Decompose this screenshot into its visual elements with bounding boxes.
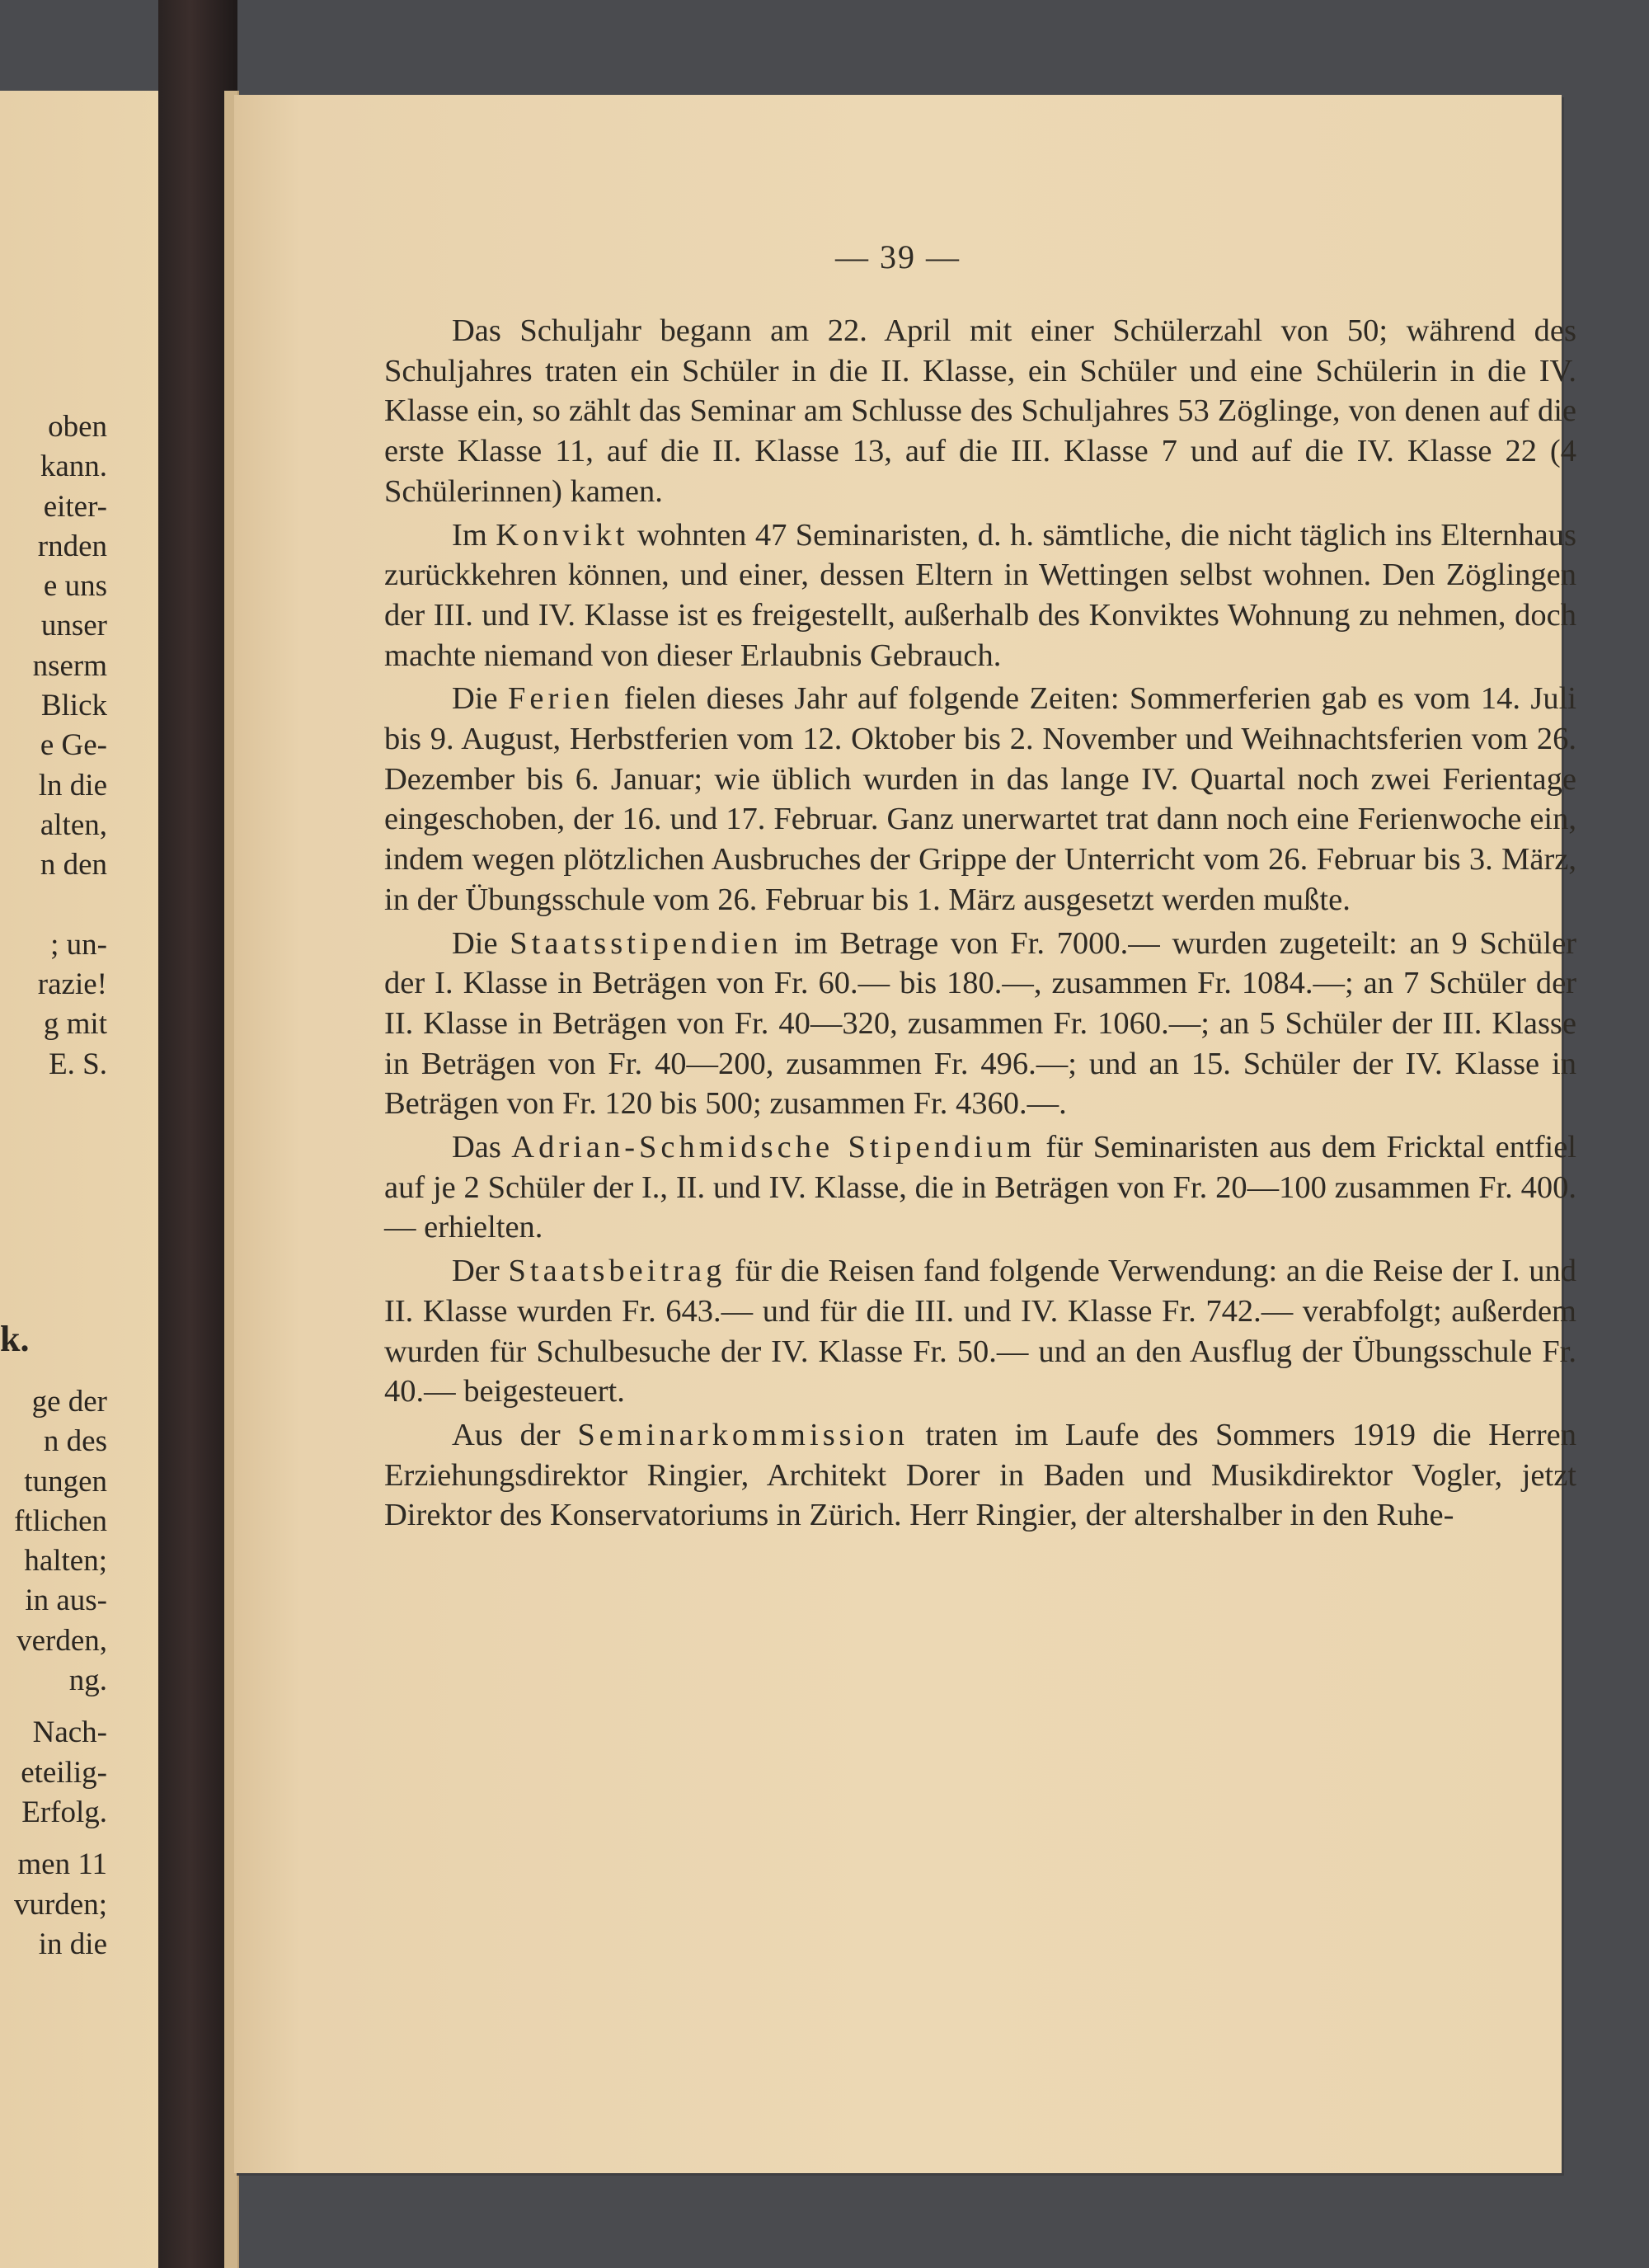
spaced-term: Ferien [508, 681, 614, 717]
facing-line: in die [38, 1927, 107, 1961]
spaced-term: Seminarkommission [577, 1417, 909, 1452]
paragraph-staatsstipendien: Die Staatsstipendien im Betrage von Fr. 7000.— wurden zugeteilt: an 9 Schüler der I. Klasse in Beträgen von Fr. 60.— bis 180.—, zusammen Fr. 1084.—; an 7 Schüler der II. Klasse in Beträgen von Fr. 40—320, zusammen Fr. 1060.—; an 5 Schüler der III. Klasse in Beträgen von Fr. 40—200, zusammen Fr. 496.—; und an 15. Schüler der IV. Klasse in Beträgen von Fr. 120 bis 500; zusammen Fr. 4360.—. [384, 925, 1577, 1122]
facing-line: Nach- [32, 1715, 107, 1750]
facing-line: ng. [68, 1663, 107, 1698]
facing-line: ; un- [50, 927, 107, 962]
spaced-term: Adrian-Schmidsche Stipendium [511, 1130, 1036, 1165]
facing-line: verden, [16, 1623, 107, 1658]
facing-line: E. S. [49, 1047, 107, 1081]
facing-line: eiter- [43, 489, 107, 524]
facing-line: tungen [24, 1464, 107, 1499]
facing-line: g mit [43, 1007, 107, 1042]
paragraph-adrian-schmid: Das Adrian-Schmidsche Stipendium für Seminaristen aus dem Fricktal entfiel auf je 2 Schüler der I., II. und IV. Klasse, die in Beträgen von Fr. 20—100 zusammen Fr. 400.— erhielten. [384, 1130, 1576, 1245]
facing-line: in aus- [25, 1583, 107, 1618]
paragraph-seminarkommission: Aus der Seminarkommission traten im Laufe des Sommers 1919 die Herren Erziehungsdirektor Ringier, Architekt Dorer in Baden und Musikdirektor Vogler, jetzt Direktor des Konservatoriums in Zürich. Herr Ringier, der altershalber in den Ruhe- [384, 1417, 1577, 1533]
facing-line: vurden; [13, 1887, 107, 1922]
page-number: — 39 — [835, 238, 961, 275]
paragraph-enrollment: Das Schuljahr begann am 22. April mit einer Schülerzahl von 50; während des Schuljahres traten ein Schüler in die II. Klasse, ein Schüler und eine Schülerin in die IV. Klasse ein, so zählt das Seminar am Schlusse des Schuljahres 53 Zöglinge, von denen auf die erste Klasse 11, auf die II. Klasse 13, auf die III. Klasse 7 und auf die IV. Klasse 22 (4 Schülerinnen) kamen. [384, 313, 1576, 509]
facing-line: eteilig- [21, 1755, 107, 1790]
facing-heading-fragment: k. [0, 1319, 30, 1359]
facing-line: kann. [40, 449, 107, 484]
paragraph-staatsbeitrag: Der Staatsbeitrag für die Reisen fand folgende Verwendung: an die Reise der I. und II. Klasse wurden Fr. 643.— und für die III. und IV. Klasse Fr. 742.— verabfolgt; außerdem wurden für Schulbesuche der IV. Klasse Fr. 50.— und an den Ausflug der Übungsschule Fr. 40.— beigesteuert. [384, 1254, 1576, 1409]
facing-line: n des [43, 1424, 107, 1459]
facing-page-text-top [0, 407, 107, 1085]
facing-line: unser [40, 609, 107, 643]
facing-line: halten; [24, 1544, 107, 1579]
facing-line: n den [40, 848, 107, 882]
facing-line: oben [48, 410, 107, 444]
facing-line: e uns [43, 569, 107, 604]
facing-page-text-bottom [0, 1382, 107, 1965]
facing-line: men 11 [17, 1847, 107, 1882]
main-page [234, 95, 1577, 2173]
page-body [384, 311, 1576, 1539]
paragraph-ferien: Die Ferien fielen dieses Jahr auf folgende Zeiten: Sommerferien gab es vom 14. Juli bis 9. August, Herbstferien vom 12. Oktober bis 2. November und Weihnachtsferien vom 26. Dezember bis 6. Januar; wie üblich wurden in das lange IV. Quartal noch zwei Ferientage eingeschoben, der 16. und 17. Februar. Ganz unerwartet trat dann noch eine Ferienwoche ein, indem wegen plötzlichen Ausbruches der Grippe der Unterricht vom 26. Februar bis 3. März, in der Übungsschule vom 26. Februar bis 1. März ausgesetzt werden mußte. [384, 681, 1577, 917]
facing-line: Erfolg. [21, 1795, 107, 1829]
spaced-term: Staatsbeitrag [508, 1254, 726, 1289]
facing-line: nserm [32, 648, 107, 683]
paragraph-konvikt: Im Konvikt wohnten 47 Seminaristen, d. h. sämtliche, die nicht täglich ins Elternhaus zurückkehren können, und einer, dessen Eltern in Wettingen selbst wohnen. Den Zöglingen der III. und IV. Klasse ist es freigestellt, außerhalb des Konviktes Wohnung zu nehmen, doch machte niemand von dieser Erlaubnis Gebrauch. [384, 517, 1576, 673]
facing-line: ln die [38, 768, 107, 802]
facing-line: razie! [37, 967, 107, 1002]
facing-line: ftlichen [13, 1503, 107, 1538]
facing-line: e Ge- [40, 728, 107, 763]
spaced-term: Staatsstipendien [510, 925, 782, 961]
facing-line: ge der [31, 1385, 107, 1419]
facing-line: alten, [40, 807, 107, 842]
spaced-term: Konvikt [496, 517, 629, 553]
facing-line: rnden [37, 529, 107, 563]
facing-line: Blick [40, 689, 107, 723]
